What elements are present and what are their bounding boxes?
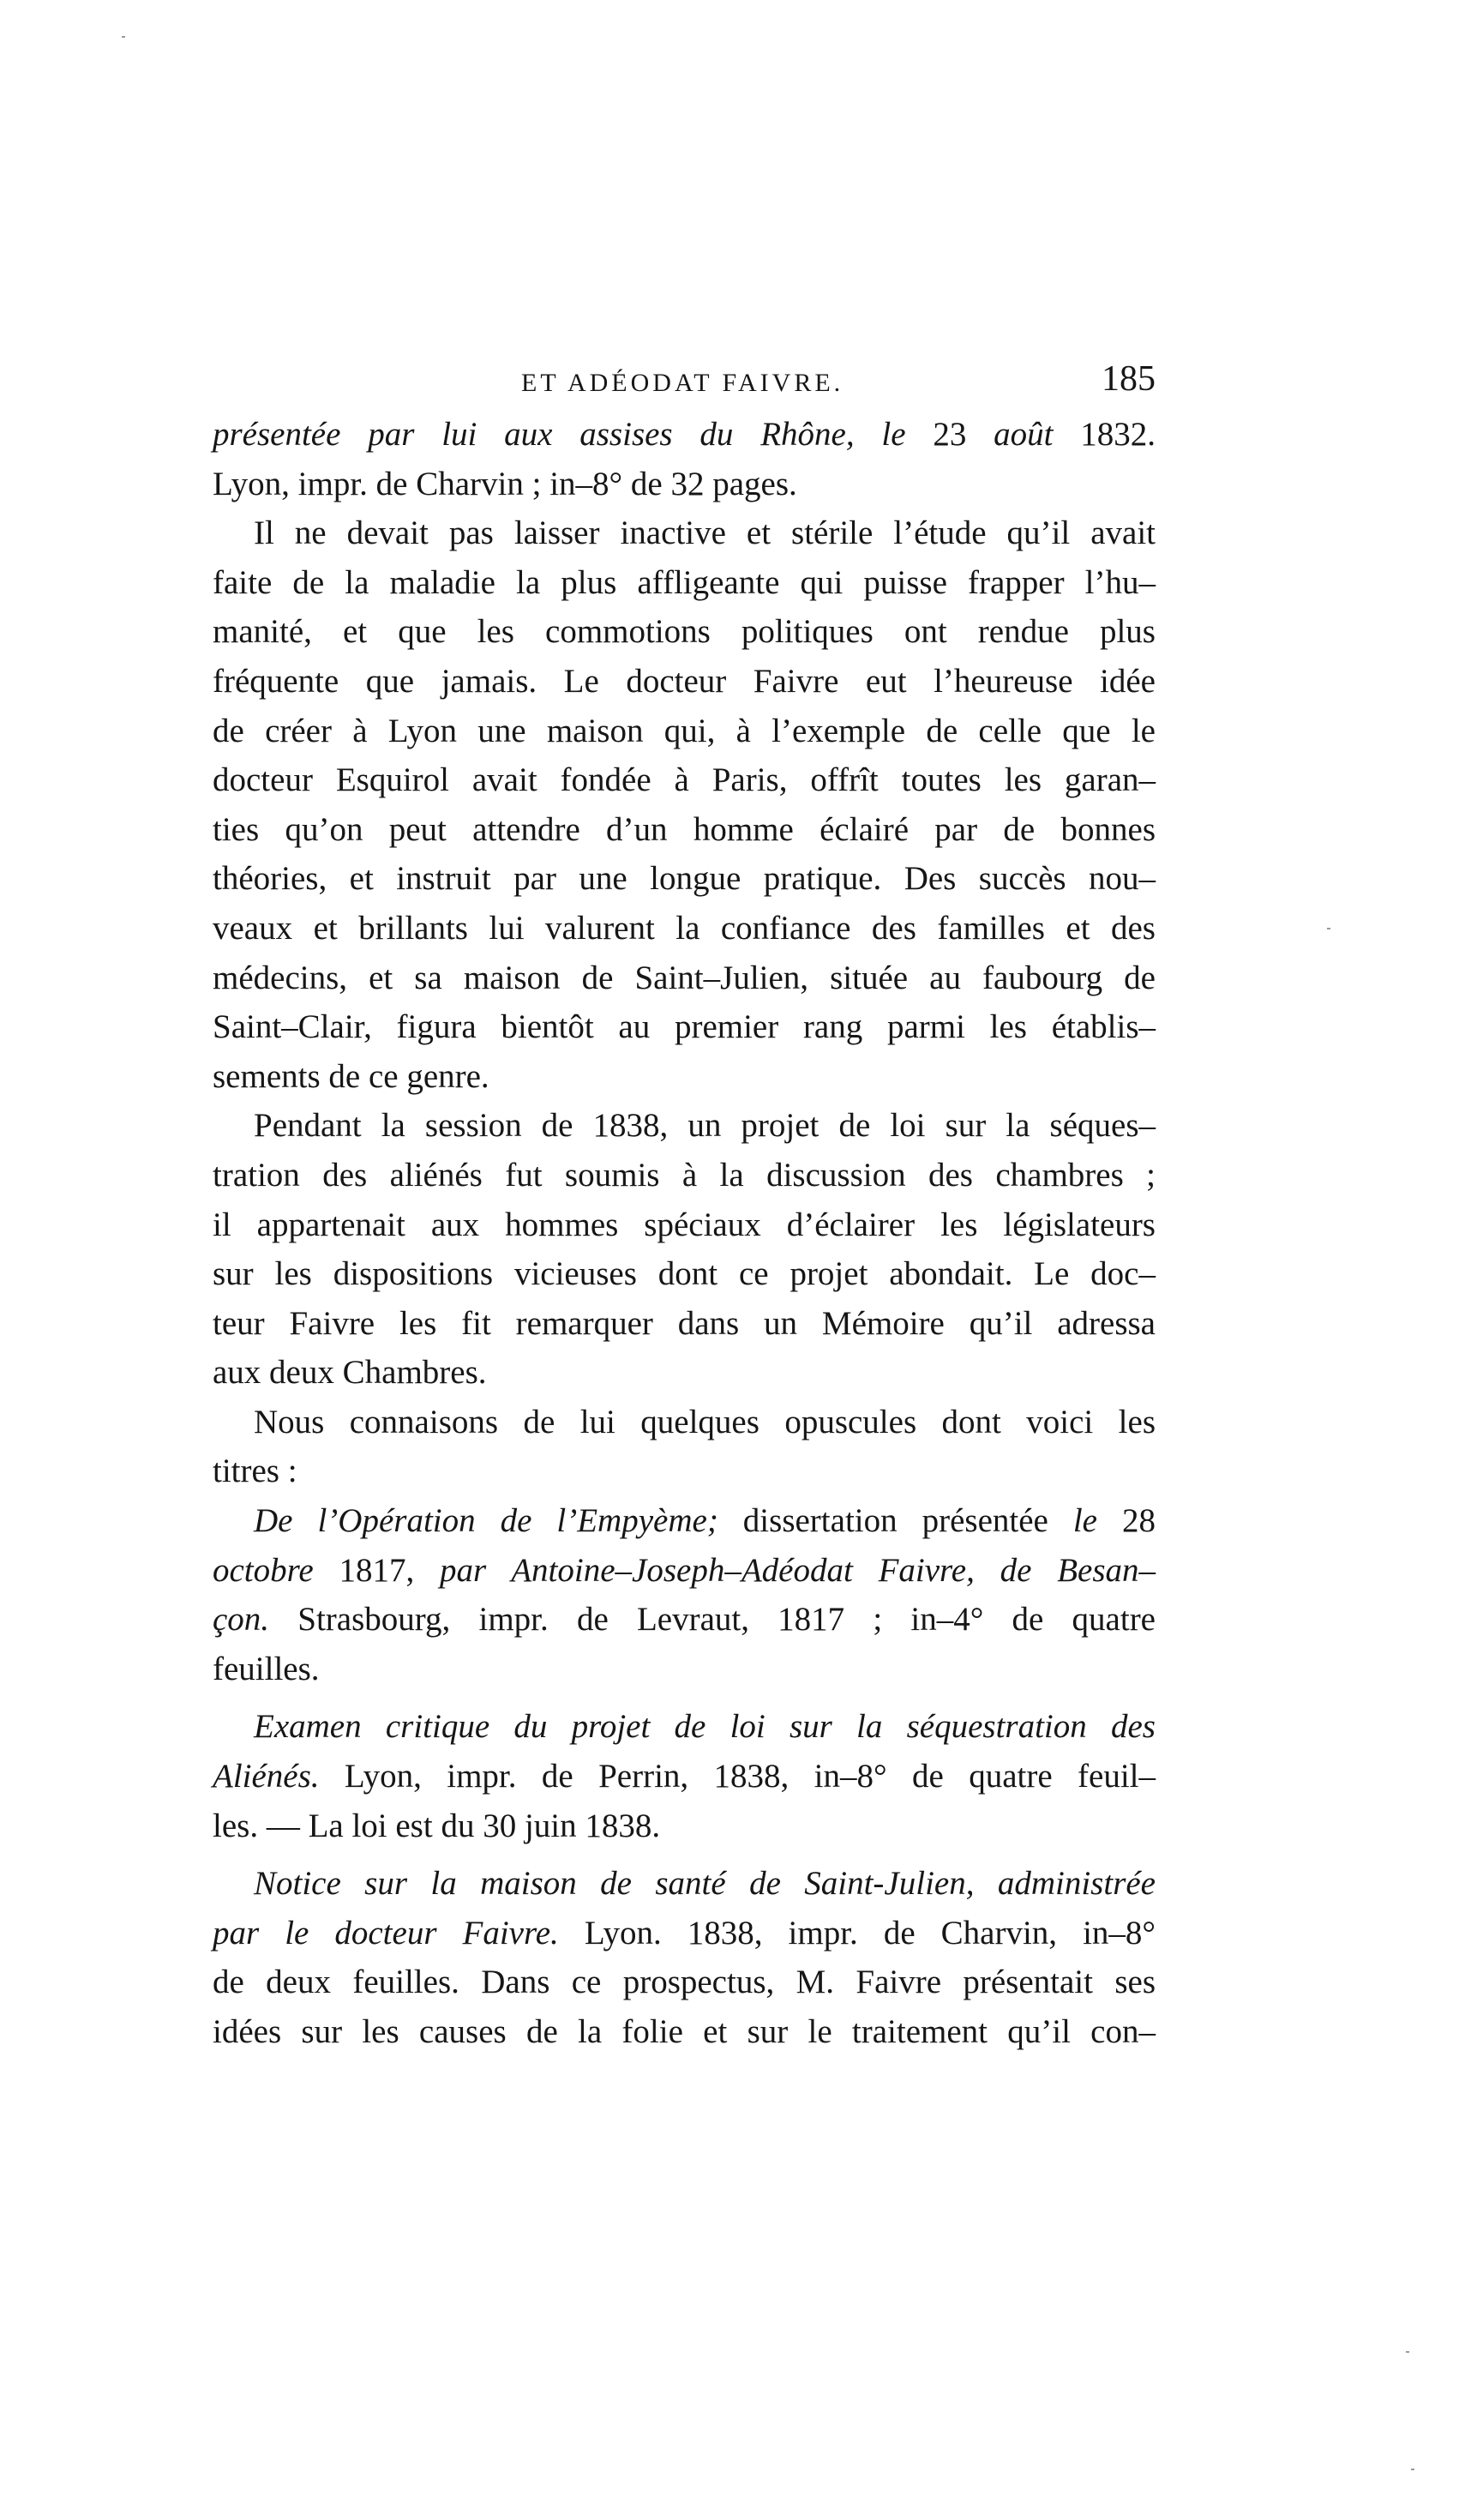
- italic-title-fragment: Notice sur la maison de santé de Saint-Julien, administrée: [254, 1865, 1156, 1903]
- paragraph-first-line: Nous connaisons de lui quelques opuscules dont voici les: [254, 1403, 1156, 1440]
- text-line: ties qu’on peut attendre d’un homme éclairé par de bonnes: [213, 810, 1156, 848]
- text-line: aux deux Chambres.: [213, 1354, 487, 1392]
- italic-fragment: par le docteur Faivre.: [213, 1914, 559, 1952]
- bibliography-entry-line: [213, 1702, 1156, 1752]
- bibliography-entry-line: [213, 1496, 1156, 1546]
- text-fragment: 1817,: [313, 1551, 440, 1589]
- text-line: idées sur les causes de la folie et sur le traitement qu’il con–: [213, 2013, 1156, 2050]
- page-number: 185: [1102, 359, 1156, 399]
- entry-spacing: [213, 1850, 1156, 1859]
- text-line: manité, et que les commotions politiques ont rendue plus: [213, 613, 1156, 651]
- text-line: fréquente que jamais. Le docteur Faivre eut l’heureuse idée: [213, 662, 1156, 700]
- italic-fragment: Aliénés.: [213, 1758, 320, 1795]
- text-line: teur Faivre les fit remarquer dans un Mémoire qu’il adressa: [213, 1304, 1156, 1342]
- text-line: sements de ce genre.: [213, 1057, 489, 1095]
- running-head: [213, 358, 1156, 410]
- text-line: [213, 1546, 1156, 1596]
- text-line: il appartenait aux hommes spéciaux d’éclairer les législateurs: [213, 1206, 1156, 1243]
- body-text: [213, 410, 1156, 2057]
- text-line: veaux et brillants lui valurent la confiance des familles et des: [213, 909, 1156, 947]
- bibliography-entry-line: [213, 1859, 1156, 1909]
- text-line: titres :: [213, 1452, 297, 1490]
- text-line: les. — La loi est du 30 juin 1838.: [213, 1807, 661, 1844]
- italic-fragment: çon.: [213, 1601, 270, 1639]
- text-fragment: 1832.: [1053, 416, 1156, 453]
- text-line: médecins, et sa maison de Saint–Julien, située au faubourg de: [213, 959, 1156, 996]
- text-fragment: Lyon. 1838, impr. de Charvin, in–8°: [558, 1914, 1156, 1952]
- italic-title-fragment: De l’Opération de l’Empyème;: [254, 1502, 718, 1540]
- paragraph-first-line: Il ne devait pas laisser inactive et stérile l’étude qu’il avait: [254, 514, 1156, 552]
- text-line: feuilles.: [213, 1650, 320, 1687]
- text-line: de deux feuilles. Dans ce prospectus, M. Faivre présentait ses: [213, 1964, 1156, 2001]
- text-line: théories, et instruit par une longue pratique. Des succès nou–: [213, 860, 1156, 898]
- text-line: sur les dispositions vicieuses dont ce projet abondait. Le doc–: [213, 1255, 1156, 1293]
- italic-title-fragment: présentée par lui aux assises du Rhône, le: [213, 416, 906, 453]
- text-line: tration des aliénés fut soumis à la discussion des chambres ;: [213, 1156, 1156, 1194]
- text-line: Lyon, impr. de Charvin ; in–8° de 32 pages.: [213, 465, 797, 502]
- paragraph-first-line: Pendant la session de 1838, un projet de loi sur la séques–: [254, 1107, 1156, 1145]
- text-line: faite de la maladie la plus affligeante qui puisse frapper l’hu–: [213, 563, 1156, 601]
- italic-fragment: octobre: [213, 1551, 314, 1589]
- text-fragment: 23: [905, 416, 994, 453]
- running-title: ET ADÉODAT FAIVRE.: [521, 369, 844, 397]
- text-line: [213, 1909, 1156, 1958]
- italic-fragment: par Antoine–Joseph–Adéodat Faivre, de Besan–: [439, 1551, 1156, 1589]
- text-line: [213, 1595, 1156, 1645]
- text-fragment: 28: [1097, 1502, 1156, 1540]
- italic-fragment: août: [994, 416, 1054, 453]
- text-line: de créer à Lyon une maison qui, à l’exemple de celle que le: [213, 712, 1156, 749]
- text-fragment: Lyon, impr. de Perrin, 1838, in–8° de quatre feuil–: [319, 1758, 1156, 1795]
- italic-fragment: le: [1072, 1502, 1097, 1540]
- text-line: Saint–Clair, figura bientôt au premier rang parmi les établis–: [213, 1008, 1156, 1046]
- entry-spacing: [213, 1693, 1156, 1702]
- text-line: [213, 1752, 1156, 1801]
- text-fragment: Strasbourg, impr. de Levraut, 1817 ; in–4° de quatre: [269, 1601, 1156, 1639]
- italic-title-fragment: Examen critique du projet de loi sur la séquestration des: [254, 1708, 1156, 1746]
- text-line: docteur Esquirol avait fondée à Paris, offrît toutes les garan–: [213, 761, 1156, 799]
- text-line: [213, 410, 1156, 460]
- text-fragment: dissertation présentée: [717, 1502, 1073, 1540]
